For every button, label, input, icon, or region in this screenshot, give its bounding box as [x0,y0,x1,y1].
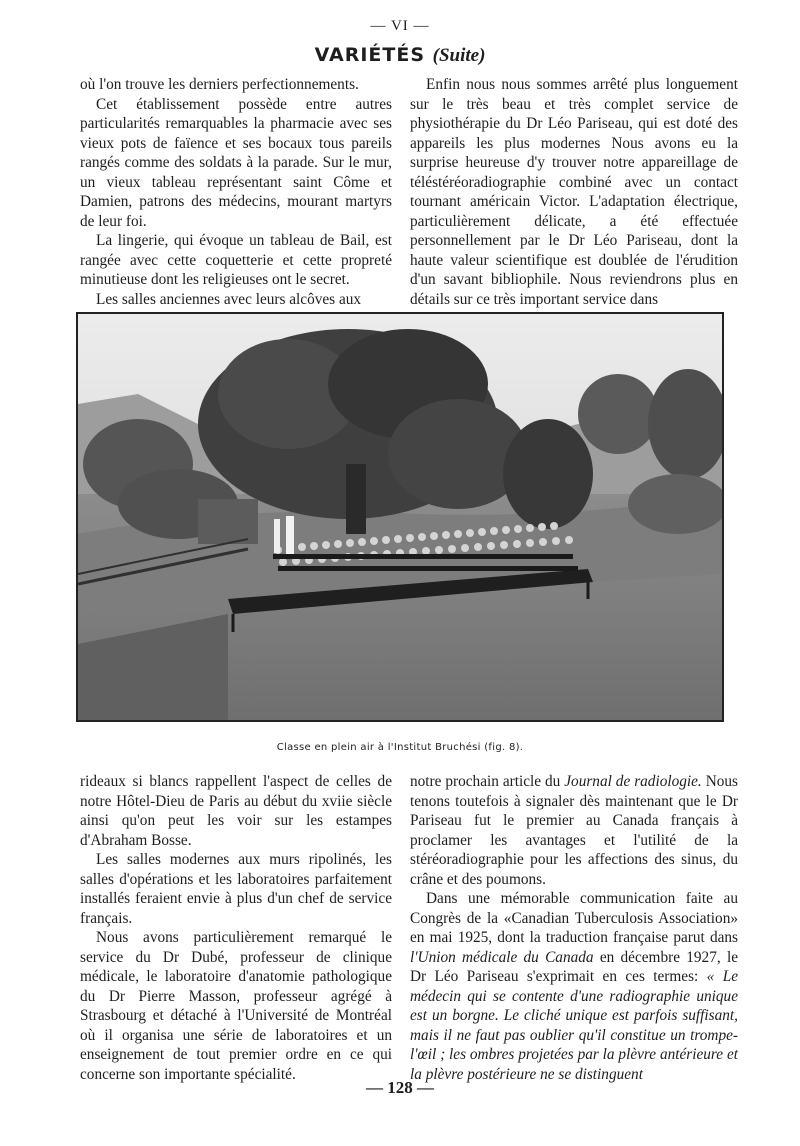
section-title-text: VARIÉTÉS [314,44,425,66]
text-run: Nous tenons toutefois à signaler dès maintenant que le Dr Pariseau fut le premier au Canada français à proclamer les avantages et l'utilité de la stéréoradiographie pour les affections des sinus, du crâne et des poumons. [410,773,738,888]
paragraph: rideaux si blancs rappellent l'aspect de celles de notre Hôtel-Dieu de Paris au début du xviie siècle ainsi qu'on peut les voir sur les estampes d'Abraham Bosse. [80,773,392,849]
journal-title: l'Union médicale du Canada [410,948,594,966]
column-top-right [410,75,738,309]
page-roman-numeral: — VI — [370,18,430,34]
paragraph: Les salles modernes aux murs ripolinés, les salles d'opérations et les laboratoires parfaitement installés feraient envie à plus d'un chef de service français. [80,851,392,927]
paragraph: Les salles anciennes avec leurs alcôves aux [96,290,362,308]
journal-title: Journal de radiologie. [564,773,702,790]
paragraph [410,889,738,1084]
column-bottom-left [80,772,392,1084]
section-title-suffix: (Suite) [432,45,486,66]
paragraph: Enfin nous nous sommes arrêté plus longuement sur le très beau et très complet service de physiothérapie du Dr Léo Pariseau, qui est doté des appareils les plus modernes Nous avons eu la surprise heureuse d'y trouver notre appareillage de téléstéréoradiographie combiné avec un contact tournant américain Victor. L'adaptation électrique, particulièrement délicate, a été effectuée personnellement par le Dr Léo Pariseau, dont la haute valeur scientifique est doublée de l'érudition d'un savant bibliophile. Nous reviendrons plus en détails sur ce très important service dans [410,76,738,308]
figure-caption: Classe en plein air à l'Institut Bruchési (fig. 8). [276,742,524,753]
text-run: Dans une mémorable communication faite au Congrès de la «Canadian Tuberculosis Association» en mai 1925, dont la traduction française parut dans [410,890,738,946]
paragraph [410,772,738,889]
text-run: notre prochain article du [410,773,565,790]
paragraph: Cet établissement possède entre autres particularités remarquables la pharmacie avec ses vieux pots de faïence et ses bocaux tous pareils rangés comme des soldats à la parade. Sur le mur, un vieux tableau représentant saint Côme et Damien, patrons des médecins, mourant martyrs de leur foi. [80,95,392,230]
paragraph: où l'on trouve les derniers perfectionnements. [80,76,359,93]
paragraph: Nous avons particulièrement remarqué le service du Dr Dubé, professeur de clinique médicale, le laboratoire d'anatomie pathologique du Dr Pierre Masson, professeur agrégé à Strasbourg et détaché à l'Université de Montréal où il organisa une série de laboratoires et un enseignement de tout premier ordre en ce qui concerne son importante spécialité. [80,929,392,1083]
text-run: en décembre 1927, le Dr Léo Pariseau s'exprimait en ces termes: [410,948,738,985]
page-number: — 128 — [366,1078,434,1097]
section-title [0,44,800,67]
outdoor-class-illustration [78,314,722,720]
quotation: « Le médecin qui se contente d'une radiographie unique est un borgne. Le cliché unique est parfois suffisant, mais il ne faut pas oublier qu'il constitue un trompe-l'œil ; les ombres projetées par la plèvre antérieure et la plèvre postérieure ne se distinguent [410,968,738,1083]
figure-photo-outdoor-class [76,312,724,722]
paragraph: La lingerie, qui évoque un tableau de Bail, est rangée avec cette coquetterie et cette propreté minutieuse dont les religieuses ont le secret. [80,232,392,288]
column-top-left [80,75,392,309]
column-bottom-right [410,772,738,1084]
